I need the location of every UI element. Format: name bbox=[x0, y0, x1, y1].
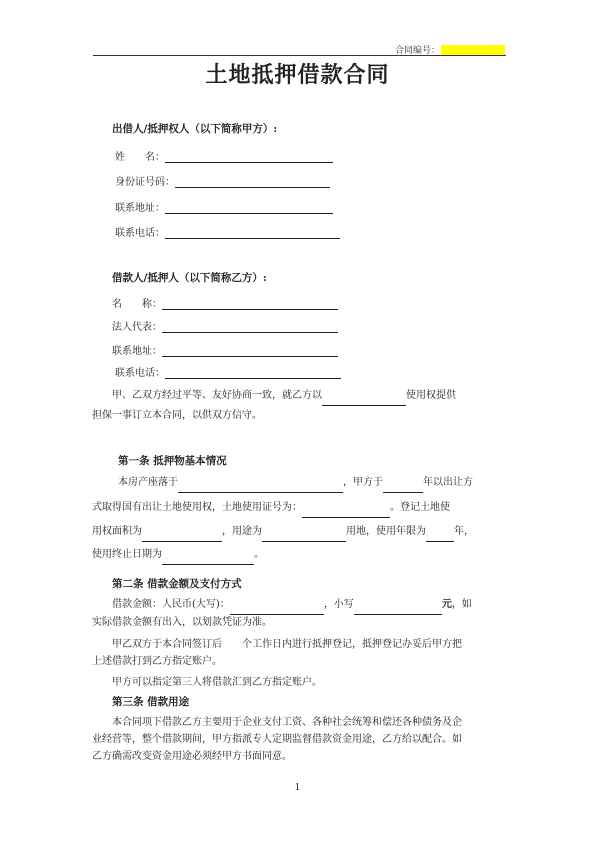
party-a-name-row bbox=[115, 148, 333, 163]
land-cert-number-field[interactable] bbox=[302, 505, 390, 518]
intro-line-1 bbox=[112, 385, 456, 406]
article-text: 本房产座落于 bbox=[118, 477, 178, 488]
party-b-address-row bbox=[112, 342, 338, 357]
intro-text: 甲、乙双方经过平等、友好协商一致，就乙方以 bbox=[112, 390, 322, 401]
land-use-right-field[interactable] bbox=[322, 393, 406, 406]
party-a-name-field[interactable] bbox=[165, 151, 333, 163]
field-label: 联系地址： bbox=[112, 346, 162, 357]
field-label: 联系电话： bbox=[115, 228, 165, 239]
article-1-line-4 bbox=[92, 544, 264, 565]
party-a-id-field[interactable] bbox=[175, 176, 330, 188]
contract-number-label: 合同编号： bbox=[394, 46, 440, 56]
article-2-heading: 第二条 借款金额及支付方式 bbox=[112, 578, 242, 590]
party-a-id-row bbox=[115, 173, 330, 188]
article-text: ，如 bbox=[451, 599, 472, 610]
party-a-phone-row bbox=[115, 224, 340, 239]
party-b-name-row bbox=[112, 295, 338, 310]
party-b-rep-row bbox=[112, 318, 338, 333]
intro-text: 使用权提供 bbox=[406, 390, 456, 401]
article-3-line-3: 乙方确需改变资金用途必须经甲方书面同意。 bbox=[92, 751, 292, 762]
intro-line-2: 担保一事订立本合同，以供双方信守。 bbox=[92, 410, 262, 421]
party-b-phone-row bbox=[115, 364, 341, 379]
article-2-line-3: 甲乙双方于本合同签订后 个工作日内进行抵押登记，抵押登记办妥后甲方把 bbox=[112, 639, 462, 650]
document-title: 土地抵押借款合同 bbox=[205, 62, 390, 88]
article-text: ，小写 bbox=[323, 599, 354, 610]
page-number: 1 bbox=[294, 783, 301, 793]
field-label: 身份证号码： bbox=[115, 177, 175, 188]
article-3-heading: 第三条 借款用途 bbox=[112, 696, 190, 708]
area-field[interactable] bbox=[142, 529, 222, 542]
article-2-line-4: 上述借款打到乙方指定账户。 bbox=[92, 656, 222, 667]
article-text: 用地，使用年限为 bbox=[346, 526, 426, 537]
party-a-phone-field[interactable] bbox=[165, 227, 340, 239]
article-1-line-2 bbox=[92, 497, 450, 518]
article-text: 式取得国有出让土地使用权，土地使用证号为： bbox=[92, 502, 302, 513]
years-field[interactable] bbox=[426, 529, 454, 542]
party-a-address-field[interactable] bbox=[165, 202, 333, 214]
field-label: 联系地址： bbox=[115, 203, 165, 214]
end-date-field[interactable] bbox=[162, 552, 254, 565]
article-2-line-1 bbox=[112, 594, 472, 615]
article-text: ，甲方于 bbox=[343, 477, 383, 488]
header-rule bbox=[93, 55, 506, 56]
article-text: 使用终止日期为 bbox=[92, 549, 162, 560]
field-label: 姓 名： bbox=[115, 152, 165, 163]
party-b-name-field[interactable] bbox=[162, 298, 338, 310]
article-text: 。 bbox=[254, 549, 264, 560]
field-label: 联系电话： bbox=[115, 368, 165, 379]
article-text: ，用途为 bbox=[222, 526, 262, 537]
article-3-line-1: 本合同项下借款乙方主要用于企业支付工资、各种社会统筹和偿还各种债务及企 bbox=[112, 717, 462, 728]
party-b-rep-field[interactable] bbox=[162, 321, 338, 333]
yuan-unit: 元 bbox=[441, 599, 452, 610]
article-text: 借款金额：人民币(大写)： bbox=[112, 599, 230, 610]
party-b-heading: 借款人/抵押人（以下简称乙方）: bbox=[112, 272, 267, 284]
article-text: 年， bbox=[454, 526, 474, 537]
amount-number-field[interactable] bbox=[354, 602, 442, 615]
article-1-line-1 bbox=[118, 472, 473, 493]
article-3-line-2: 业经营等，整个借款期间，甲方指派专人定期监督借款资金用途，乙方给以配合。如 bbox=[92, 734, 462, 745]
article-text: 年以出让方 bbox=[423, 477, 473, 488]
article-1-line-3 bbox=[92, 521, 474, 542]
field-label: 法人代表： bbox=[112, 322, 162, 333]
usage-field[interactable] bbox=[262, 529, 346, 542]
field-label: 名 称： bbox=[112, 299, 162, 310]
party-a-heading: 出借人/抵押权人（以下简称甲方）: bbox=[112, 123, 278, 135]
property-location-field[interactable] bbox=[178, 480, 343, 493]
party-a-address-row bbox=[115, 199, 333, 214]
acquire-year-field[interactable] bbox=[383, 480, 423, 493]
article-text: 用权面积为 bbox=[92, 526, 142, 537]
article-2-line-5: 甲方可以指定第三人将借款汇到乙方指定账户。 bbox=[112, 677, 322, 688]
party-b-address-field[interactable] bbox=[162, 345, 338, 357]
article-2-line-2: 实际借款金额有出入，以划款凭证为准。 bbox=[92, 617, 272, 628]
article-1-heading: 第一条 抵押物基本情况 bbox=[118, 455, 227, 467]
article-text: 。登记土地使 bbox=[390, 502, 450, 513]
party-b-phone-field[interactable] bbox=[165, 367, 341, 379]
